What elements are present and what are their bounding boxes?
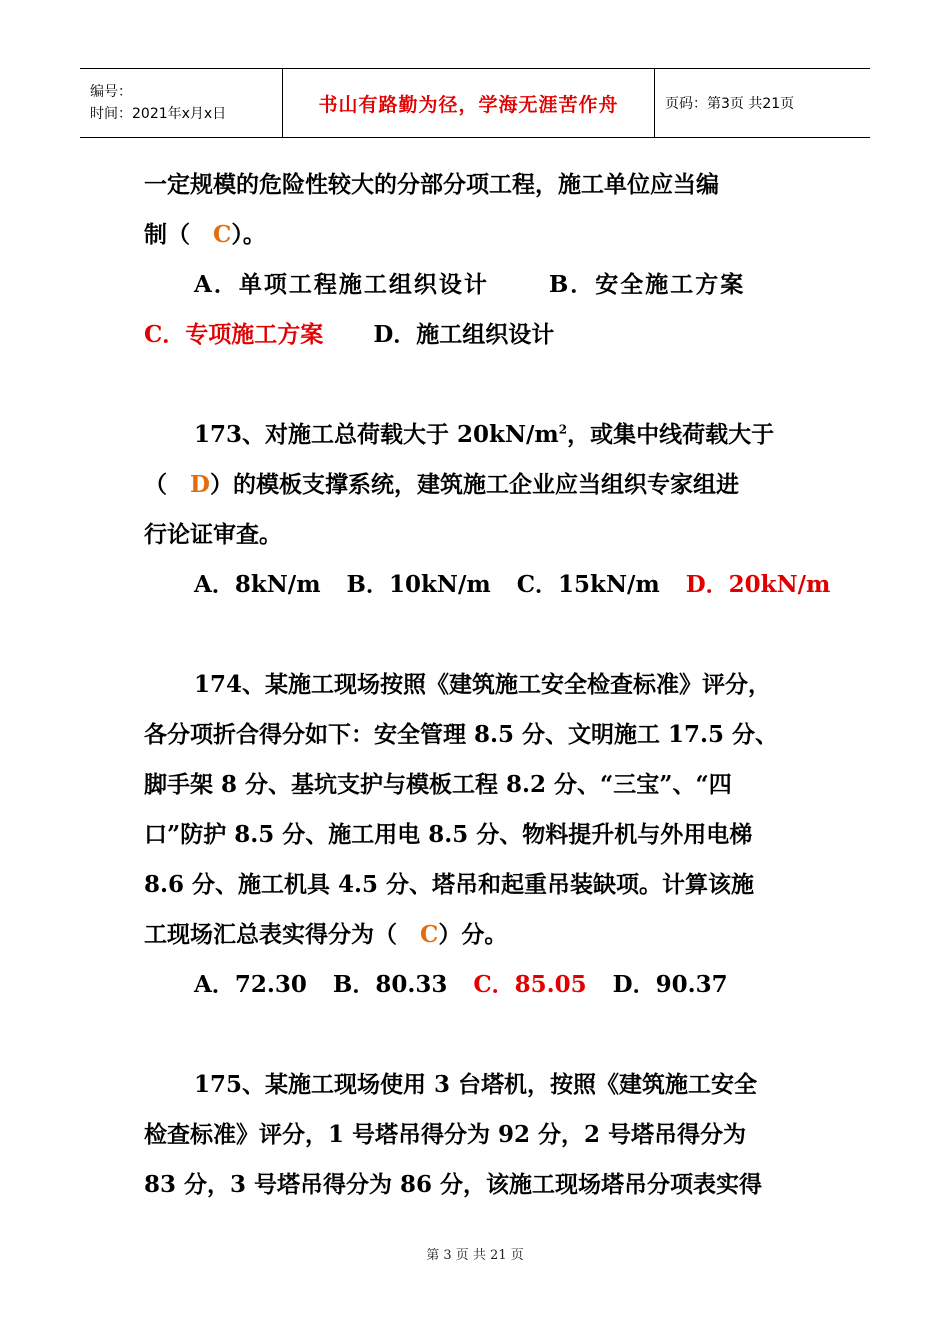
q172-answer: C	[213, 221, 232, 248]
q173-option-a: A．8kN/m	[194, 571, 321, 598]
q172-option-d: D．施工组织设计	[373, 321, 555, 348]
q173-answer: D	[190, 471, 210, 498]
q174-option-d: D．90.37	[612, 971, 728, 998]
q173-text-line3: 行论证审查。	[144, 521, 282, 548]
q174-text-line5: 8.6 分、施工机具 4.5 分、塔吊和起重吊装缺项。计算该施	[144, 871, 755, 898]
page-header	[80, 68, 870, 138]
q173-paren-open: （	[144, 471, 190, 498]
q172-options-row2	[144, 310, 814, 360]
q174-text-line4: 口”防护 8.5 分、施工用电 8.5 分、物料提升机与外用电梯	[144, 821, 753, 848]
q174-option-a: A．72.30	[194, 971, 307, 998]
q174-option-b: B．80.33	[332, 971, 448, 998]
q175-text-line2: 检查标准》评分，1 号塔吊得分为 92 分，2 号塔吊得分为	[144, 1121, 747, 1148]
q175-text-line3: 83 分，3 号塔吊得分为 86 分，该施工现场塔吊分项表实得	[144, 1171, 763, 1198]
q173-text-c: ）的模板支撑系统，建筑施工企业应当组织专家组进	[209, 471, 739, 498]
header-motto-cell	[282, 69, 655, 137]
q175-text-line1: 175、某施工现场使用 3 台塔机，按照《建筑施工安全	[194, 1071, 758, 1098]
q173-option-d: D．20kN/m	[685, 571, 831, 598]
page-footer: 第 3 页 共 21 页	[426, 1248, 524, 1263]
header-motto: 书山有路勤为径，学海无涯苦作舟	[318, 93, 619, 116]
q174-text-line2: 各分项折合得分如下：安全管理 8.5 分、文明施工 17.5 分、	[144, 721, 779, 748]
q172-option-b: B．安全施工方案	[548, 271, 746, 298]
q172-paren-close: ）。	[231, 221, 266, 248]
q173-text-a: 173、对施工总荷载大于 20kN/m	[194, 421, 559, 448]
q174-text-line6	[144, 910, 814, 960]
q174-text-b: ）分。	[438, 921, 508, 948]
header-meta	[80, 69, 282, 137]
document-date: 时间：2021年x月x日	[90, 106, 227, 122]
q174-text-line1: 174、某施工现场按照《建筑施工安全检查标准》评分，	[194, 671, 772, 698]
q172-options-row1	[144, 260, 814, 310]
q173-option-c: C．15kN/m	[516, 571, 660, 598]
q172-paren-open: 制（	[144, 221, 213, 248]
q172-option-a: A．单项工程施工组织设计	[194, 271, 489, 298]
document-body	[144, 160, 831, 1210]
q173-text-line1	[144, 410, 814, 460]
q174-answer: C	[420, 921, 439, 948]
q174-option-c: C．85.05	[473, 971, 587, 998]
q173-options	[144, 560, 831, 610]
document-number-label: 编号：	[90, 84, 132, 100]
q174-options	[144, 960, 814, 1010]
q173-option-b: B．10kN/m	[346, 571, 491, 598]
q174-text-a: 工现场汇总表实得分为（	[144, 921, 420, 948]
header-page-number: 页码：第3页 共21页	[665, 96, 795, 112]
q174-text-line3: 脚手架 8 分、基坑支护与模板工程 8.2 分、“三宝”、“四	[144, 771, 732, 798]
q173-text-line2	[144, 460, 814, 510]
q173-superscript: 2	[558, 422, 568, 437]
q172-text-line1: 一定规模的危险性较大的分部分项工程，施工单位应当编	[144, 171, 719, 198]
q173-text-b: ，或集中线荷载大于	[567, 421, 775, 448]
q172-text-line2	[144, 210, 814, 260]
q172-option-c: C．专项施工方案	[144, 321, 324, 348]
header-page-info	[655, 69, 870, 137]
